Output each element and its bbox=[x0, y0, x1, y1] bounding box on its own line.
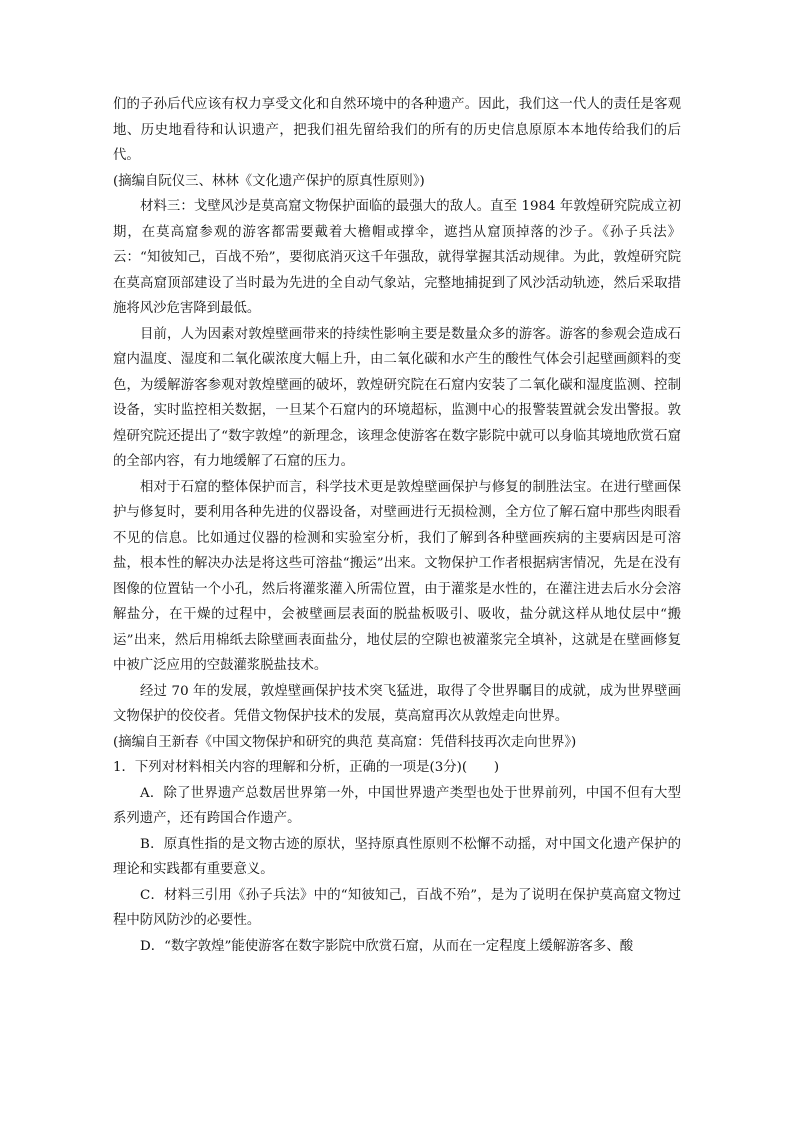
question-option-a: A．除了世界遗产总数居世界第一外，中国世界遗产类型也处于世界前列，中国不但有大型系列遗产，还有跨国合作遗产。 bbox=[113, 785, 681, 826]
question-option-c: C．材料三引用《孙子兵法》中的“知彼知己，百战不殆”，是为了说明在保护莫高窟文物过程中防风防沙的必要性。 bbox=[113, 887, 681, 928]
paragraph-material-three: 材料三：戈壁风沙是莫高窟文物保护面临的最强大的敌人。直至 1984 年敦煌研究院成立初期，在莫高窟参观的游客都需要戴着大檐帽或撑伞，遮挡从窟顶掉落的沙子。《孙子兵法》云：“知彼知己，百战不殆”，要彻底消灭这千年强敌，就得掌握其活动规律。为此，敦煌研究院在莫高窟顶部建设了当时最为先进的全自动气象站，完整地捕捉到了风沙活动轨迹，然后采取措施将风沙危害降到最低。 bbox=[113, 199, 681, 316]
question-option-d: D．“数字敦煌”能使游客在数字影院中欣赏石窟，从而在一定程度上缓解游客多、酸 bbox=[140, 938, 634, 954]
question-stem: 1．下列对材料相关内容的理解和分析，正确的一项是(3分)( ) bbox=[113, 760, 500, 775]
paragraph-tourists: 目前，人为因素对敦煌壁画带来的持续性影响主要是数量众多的游客。游客的参观会造成石窟内温度、湿度和二氧化碳浓度大幅上升，由二氧化碳和水产生的酸性气体会引起壁画颜料的变色，为缓解游客参观对敦煌壁画的破坏，敦煌研究院在石窟内安装了二氧化碳和湿度监测、控制设备，实时监控相关数据，一旦某个石窟内的环境超标，监测中心的报警装置就会发出警报。敦煌研究院还提出了“数字敦煌”的新理念，该理念使游客在数字影院中就可以身临其境地欣赏石窟的全部内容，有力地缓解了石窟的压力。 bbox=[113, 326, 681, 469]
paragraph-technology: 相对于石窟的整体保护而言，科学技术更是敦煌壁画保护与修复的制胜法宝。在进行壁画保护与修复时，要利用各种先进的仪器设备，对壁画进行无损检测，全方位了解石窟中那些肉眼看不见的信息。比如通过仪器的检测和实验室分析，我们了解到各种壁画疾病的主要病因是可溶盐，根本性的解决办法是将这些可溶盐“搬运”出来。文物保护工作者根据病害情况，先是在没有图像的位置钻一个小孔，然后将灌浆灌入所需位置，由于灌浆是水性的，在灌注进去后水分会溶解盐分，在干燥的过程中，会被壁画层表面的脱盐板吸引、吸收，盐分就这样从地仗层中“搬运”出来，然后用棉纸去除壁画表面盐分，地仗层的空隙也被灌浆完全填补，这就是在壁画修复中被广泛应用的空鼓灌浆脱盐技术。 bbox=[113, 479, 681, 673]
source-citation-1: (摘编自阮仪三、林林《文化遗产保护的原真性原则》) bbox=[113, 173, 425, 189]
paragraph-development: 经过 70 年的发展，敦煌壁画保护技术突飞猛进，取得了令世界瞩目的成就，成为世界壁画文物保护的佼佼者。凭借文物保护技术的发展，莫高窟再次从敦煌走向世界。 bbox=[113, 683, 681, 724]
question-option-b: B．原真性指的是文物古迹的原状，坚持原真性原则不松懈不动摇，对中国文化遗产保护的理论和实践都有重要意义。 bbox=[113, 836, 681, 877]
source-citation-2: (摘编自王新春《中国文物保护和研究的典范 莫高窟：凭借科技再次走向世界》) bbox=[113, 734, 577, 750]
paragraph-continuation: 们的子孙后代应该有权力享受文化和自然环境中的各种遗产。因此，我们这一代人的责任是客观地、历史地看待和认识遗产，把我们祖先留给我们的所有的历史信息原原本本地传给我们的后代。 bbox=[113, 97, 681, 163]
document-body bbox=[113, 92, 681, 959]
